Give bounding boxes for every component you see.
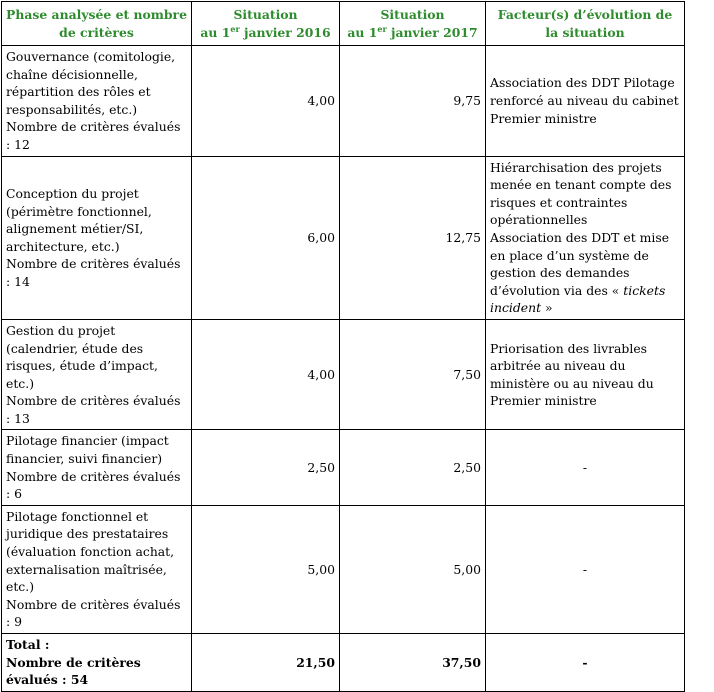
phase-cell: Gestion du projet (calendrier, étude des risques, étude d’impact, etc.) Nombre de critères évalués : 13 [2, 319, 192, 430]
value-2016: 6,00 [192, 156, 340, 319]
facteur-cell: Priorisation des livrables arbitrée au niveau du ministère ou au niveau du Premier ministre [486, 319, 685, 430]
header-row [2, 2, 685, 46]
table-row [2, 46, 685, 157]
value-2017: 12,75 [340, 156, 486, 319]
value-2017: 7,50 [340, 319, 486, 430]
facteur-cell: - [486, 505, 685, 633]
total-label-cell: Total : Nombre de critères évalués : 54 [2, 634, 192, 692]
total-2017: 37,50 [340, 634, 486, 692]
value-2017: 9,75 [340, 46, 486, 157]
value-2016: 4,00 [192, 319, 340, 430]
header-facteurs: Facteur(s) d’évolution de la situation [486, 2, 685, 46]
table-row [2, 319, 685, 430]
total-facteur: - [486, 634, 685, 692]
value-2016: 2,50 [192, 430, 340, 505]
header-phase: Phase analysée et nombre de critères [2, 2, 192, 46]
evaluation-table [1, 1, 685, 692]
table-row [2, 156, 685, 319]
facteur-cell: - [486, 430, 685, 505]
phase-cell: Gouvernance (comitologie, chaîne décisionnelle, répartition des rôles et responsabilités, etc.) Nombre de critères évalués : 12 [2, 46, 192, 157]
value-2016: 4,00 [192, 46, 340, 157]
table-row [2, 430, 685, 505]
total-row [2, 634, 685, 692]
table-row [2, 505, 685, 633]
facteur-cell: Hiérarchisation des projets menée en tenant compte des risques et contraintes opérationnelles Association des DDT et mise en place d’un système de gestion des demandes d’évolution via des « tickets incident » [486, 156, 685, 319]
facteur-cell: Association des DDT Pilotage renforcé au niveau du cabinet Premier ministre [486, 46, 685, 157]
phase-cell: Pilotage financier (impact financier, suivi financier) Nombre de critères évalués : 6 [2, 430, 192, 505]
value-2017: 5,00 [340, 505, 486, 633]
total-2016: 21,50 [192, 634, 340, 692]
phase-cell: Pilotage fonctionnel et juridique des prestataires (évaluation fonction achat, externalisation maîtrisée, etc.) Nombre de critères évalués : 9 [2, 505, 192, 633]
value-2016: 5,00 [192, 505, 340, 633]
value-2017: 2,50 [340, 430, 486, 505]
header-situation-2017: Situation au 1er janvier 2017 [340, 2, 486, 46]
phase-cell: Conception du projet (périmètre fonctionnel, alignement métier/SI, architecture, etc.) Nombre de critères évalués : 14 [2, 156, 192, 319]
header-situation-2016: Situation au 1er janvier 2016 [192, 2, 340, 46]
